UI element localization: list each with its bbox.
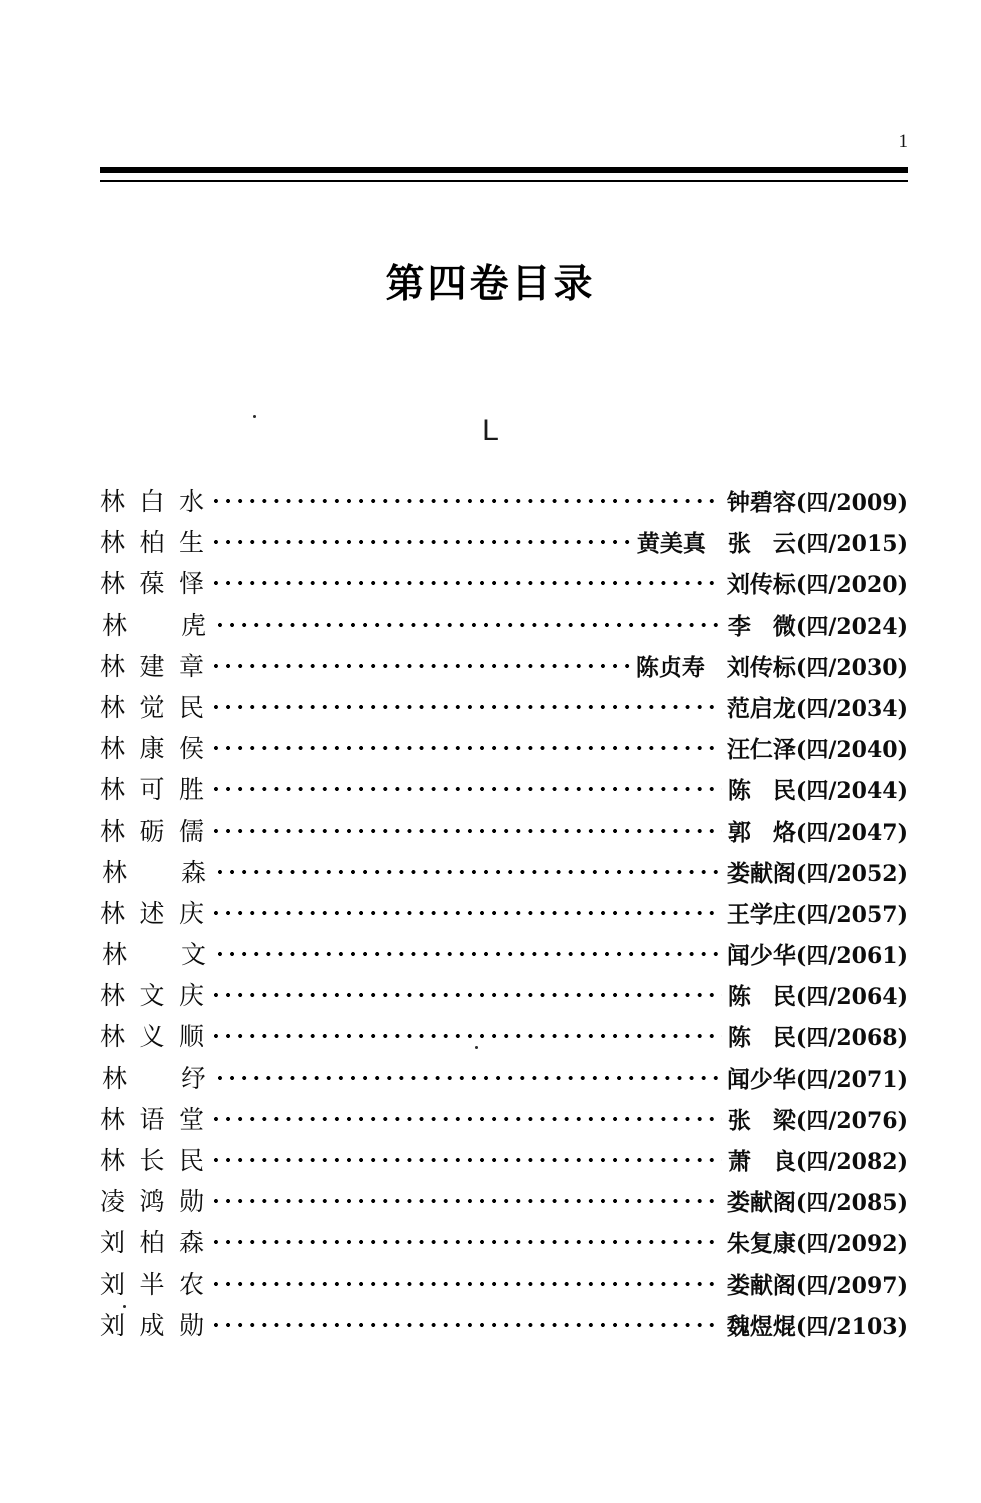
author-name: 闻少华 xyxy=(726,942,796,970)
dot-leader xyxy=(218,937,721,963)
author-name xyxy=(728,1102,796,1135)
dot-leader xyxy=(214,525,631,551)
toc-entry-row[interactable] xyxy=(100,1223,908,1264)
toc-entry-subject[interactable] xyxy=(100,606,208,642)
subject-char: 堂 xyxy=(178,1104,204,1134)
dot-leader xyxy=(214,1102,722,1128)
author-name xyxy=(728,772,796,805)
toc-entry-row[interactable] xyxy=(100,812,908,853)
author-name-part: 陈 xyxy=(727,1024,751,1052)
subject-char: 语 xyxy=(139,1104,165,1134)
toc-entry-subject[interactable] xyxy=(100,812,204,848)
author-name-part: 民 xyxy=(772,777,796,805)
toc-entry-locator: (四/2061) xyxy=(795,943,908,970)
toc-entry-locator: (四/2068) xyxy=(795,1025,908,1052)
toc-entry-locator: (四/2071) xyxy=(795,1066,908,1093)
subject-char: 康 xyxy=(139,734,165,764)
author-name-part: 民 xyxy=(772,983,796,1011)
toc-entry-row[interactable] xyxy=(100,894,908,935)
toc-entry-subject[interactable] xyxy=(100,853,208,889)
subject-char: 庆 xyxy=(178,898,204,928)
toc-entry-row[interactable] xyxy=(100,606,908,647)
toc-entry-authors xyxy=(727,1061,908,1094)
subject-char: 白 xyxy=(139,487,165,516)
author-name xyxy=(728,978,796,1011)
author-name-part: 陈 xyxy=(727,777,751,805)
dot-leader xyxy=(214,1143,722,1169)
dot-leader xyxy=(218,855,721,881)
author-name: 刘传标 xyxy=(726,571,796,599)
subject-char: 凌 xyxy=(100,1187,126,1217)
subject-char: 勋 xyxy=(178,1310,204,1340)
toc-entry-authors xyxy=(728,608,908,641)
author-name xyxy=(728,1143,796,1176)
author-name xyxy=(728,608,796,641)
subject-char: 农 xyxy=(178,1269,204,1299)
subject-char: 侯 xyxy=(178,734,204,764)
subject-char: 林 xyxy=(100,898,126,928)
subject-char: 义 xyxy=(139,1022,165,1052)
dot-leader xyxy=(214,772,722,798)
subject-char: 文 xyxy=(180,940,206,970)
subject-char: 文 xyxy=(139,981,165,1011)
author-name: 闻少华 xyxy=(726,1065,796,1093)
toc-entry-subject[interactable] xyxy=(100,564,204,600)
dot-leader xyxy=(214,1225,721,1251)
toc-entry-row[interactable] xyxy=(100,1182,908,1223)
toc-entry-subject[interactable] xyxy=(100,1306,204,1342)
author-name-part: 良 xyxy=(772,1148,796,1175)
scan-speck xyxy=(123,1305,126,1308)
toc-entry-authors xyxy=(636,649,908,682)
subject-char: 林 xyxy=(100,775,126,805)
subject-char: 林 xyxy=(102,857,128,887)
toc-entry-locator: (四/2030) xyxy=(795,654,908,681)
toc-entry-locator: (四/2040) xyxy=(795,737,908,764)
dot-leader xyxy=(218,608,722,634)
toc-entry-locator: (四/2034) xyxy=(795,695,908,722)
toc-entry-row[interactable] xyxy=(100,1100,908,1141)
toc-entry-row[interactable] xyxy=(100,853,908,894)
toc-entry-row[interactable] xyxy=(100,523,908,564)
toc-entry-authors xyxy=(637,525,908,558)
toc-entry-locator: (四/2085) xyxy=(795,1190,908,1217)
toc-entry-authors xyxy=(728,978,908,1011)
subject-char: 刘 xyxy=(100,1310,126,1340)
author-name: 魏煜焜 xyxy=(726,1312,796,1340)
toc-entry-row[interactable] xyxy=(100,976,908,1017)
toc-entry-row[interactable] xyxy=(100,564,908,605)
toc-entry-locator: (四/2009) xyxy=(795,490,908,516)
author-name xyxy=(728,814,796,847)
author-name: 朱复康 xyxy=(726,1230,796,1258)
toc-entry-locator: (四/2044) xyxy=(795,778,908,805)
page-title: 第四卷目录 xyxy=(385,262,596,307)
subject-char: 成 xyxy=(139,1310,165,1340)
subject-char: 民 xyxy=(178,692,204,722)
toc-entry-authors xyxy=(728,1019,908,1052)
toc-entry-authors xyxy=(727,690,908,723)
author-name: 陈贞寿 xyxy=(635,653,705,681)
author-name-part: 萧 xyxy=(727,1148,751,1175)
scan-speck xyxy=(253,415,256,418)
author-name: 娄献阁 xyxy=(726,1189,796,1217)
author-name: 王学庄 xyxy=(726,900,796,928)
toc-entry-authors xyxy=(728,814,908,847)
dot-leader xyxy=(214,484,721,510)
toc-entry-locator: (四/2015) xyxy=(795,531,908,558)
toc-entry-row[interactable] xyxy=(100,688,908,729)
toc-entry-locator: (四/2076) xyxy=(795,1107,908,1134)
dot-leader xyxy=(214,566,721,592)
subject-char: 砺 xyxy=(139,816,165,846)
scan-speck xyxy=(475,1046,478,1049)
subject-char: 章 xyxy=(178,651,204,681)
author-name-part: 民 xyxy=(772,1024,796,1052)
subject-char: 林 xyxy=(100,1022,126,1052)
table-of-contents-list xyxy=(100,482,908,1347)
dot-leader xyxy=(214,1019,722,1045)
toc-entry-authors xyxy=(727,566,908,599)
dot-leader xyxy=(214,690,721,716)
toc-entry-locator: (四/2092) xyxy=(795,1231,908,1258)
subject-char: 林 xyxy=(100,981,126,1011)
subject-char: 述 xyxy=(139,898,165,928)
toc-entry-row[interactable] xyxy=(100,770,908,811)
toc-entry-subject[interactable] xyxy=(100,894,204,930)
toc-entry-subject[interactable] xyxy=(100,976,204,1012)
page-number: 1 xyxy=(898,131,908,152)
toc-entry-authors xyxy=(727,937,908,970)
toc-entry-authors xyxy=(728,1102,908,1135)
toc-entry-subject[interactable] xyxy=(100,770,204,806)
subject-char: 林 xyxy=(100,734,126,764)
subject-char: 林 xyxy=(100,1104,126,1134)
toc-entry-authors xyxy=(727,1267,908,1300)
dot-leader xyxy=(214,731,721,757)
author-name-part: 郭 xyxy=(727,818,751,846)
subject-char: 生 xyxy=(178,528,204,558)
dot-leader xyxy=(214,1308,721,1334)
author-name-part: 陈 xyxy=(727,983,751,1011)
subject-char: 林 xyxy=(100,569,126,599)
toc-entry-subject[interactable] xyxy=(100,647,204,683)
toc-entry-authors xyxy=(727,896,908,929)
toc-entry-locator: (四/2064) xyxy=(795,984,908,1011)
subject-char: 林 xyxy=(100,1146,126,1175)
author-name-part: 张 xyxy=(727,1106,751,1134)
author-name: 娄献阁 xyxy=(726,1271,796,1299)
dot-leader xyxy=(214,1267,721,1293)
toc-entry-subject[interactable] xyxy=(100,1141,204,1177)
toc-entry-subject[interactable] xyxy=(100,688,204,724)
toc-entry-subject[interactable] xyxy=(100,729,204,765)
author-name-part: 云 xyxy=(772,530,796,558)
toc-entry-locator: (四/2052) xyxy=(795,860,908,887)
toc-entry-subject[interactable] xyxy=(100,1017,204,1053)
author-name: 汪仁泽 xyxy=(726,736,796,764)
toc-entry-subject[interactable] xyxy=(100,1182,204,1218)
subject-char: 半 xyxy=(139,1269,165,1299)
dot-leader xyxy=(214,814,722,840)
dot-leader xyxy=(218,1061,721,1087)
subject-char: 觉 xyxy=(139,692,165,722)
subject-char: 虎 xyxy=(180,610,206,640)
toc-entry-subject[interactable] xyxy=(100,1059,208,1095)
toc-entry-authors xyxy=(727,484,908,517)
subject-char: 儒 xyxy=(178,816,204,846)
subject-char: 林 xyxy=(100,692,126,722)
subject-char: 可 xyxy=(139,775,165,805)
toc-entry-row[interactable] xyxy=(100,1265,908,1306)
toc-entry-row[interactable] xyxy=(100,1059,908,1100)
subject-char: 勋 xyxy=(178,1187,204,1217)
subject-char: 柏 xyxy=(139,528,165,558)
author-name: 钟碧容 xyxy=(726,489,796,516)
subject-char: 林 xyxy=(100,487,126,516)
subject-char: 林 xyxy=(102,610,128,640)
author-name-part: 微 xyxy=(772,612,796,640)
author-name: 范启龙 xyxy=(726,694,796,722)
subject-char: 胜 xyxy=(178,775,204,805)
subject-char: 纾 xyxy=(180,1063,206,1093)
toc-entry-row[interactable] xyxy=(100,1141,908,1182)
toc-entry-row[interactable] xyxy=(100,1306,908,1347)
toc-entry-subject[interactable] xyxy=(100,935,208,971)
author-name-part: 李 xyxy=(727,612,751,640)
toc-entry-locator: (四/2097) xyxy=(795,1272,908,1299)
toc-entry-authors xyxy=(727,1184,908,1217)
author-name-part: 张 xyxy=(727,530,751,558)
subject-char: 民 xyxy=(178,1146,204,1175)
toc-entry-locator: (四/2057) xyxy=(795,901,908,928)
header-rule-thin xyxy=(100,180,908,182)
toc-entry-row[interactable] xyxy=(100,935,908,976)
author-name: 刘传标 xyxy=(726,653,796,681)
toc-entry-locator: (四/2020) xyxy=(795,572,908,599)
toc-entry-subject[interactable] xyxy=(100,1265,204,1301)
toc-entry-authors xyxy=(728,772,908,805)
toc-entry-row[interactable] xyxy=(100,647,908,688)
toc-entry-authors xyxy=(728,1143,908,1176)
author-name xyxy=(728,525,796,558)
subject-char: 顺 xyxy=(178,1022,204,1052)
header-rule-thick xyxy=(100,167,908,173)
toc-entry-locator: (四/2082) xyxy=(795,1149,908,1175)
toc-entry-row[interactable] xyxy=(100,482,908,523)
author-name: 黄美真 xyxy=(636,530,706,558)
subject-char: 葆 xyxy=(139,569,165,599)
toc-entry-authors xyxy=(727,731,908,764)
toc-entry-row[interactable] xyxy=(100,1017,908,1058)
subject-char: 林 xyxy=(100,528,126,558)
dot-leader xyxy=(214,1184,721,1210)
subject-char: 林 xyxy=(100,651,126,681)
dot-leader xyxy=(214,649,630,675)
dot-leader xyxy=(214,896,721,922)
toc-entry-locator: (四/2024) xyxy=(795,613,908,640)
subject-char: 建 xyxy=(139,651,165,681)
dot-leader xyxy=(214,978,722,1004)
subject-char: 水 xyxy=(178,487,204,516)
author-name-part: 梁 xyxy=(772,1106,796,1134)
subject-char: 林 xyxy=(102,1063,128,1093)
author-name xyxy=(728,1019,796,1052)
subject-char: 柏 xyxy=(139,1228,165,1258)
toc-entry-subject[interactable] xyxy=(100,1100,204,1136)
toc-entry-authors xyxy=(727,855,908,888)
subject-char: 森 xyxy=(178,1228,204,1258)
section-letter-heading: L xyxy=(482,414,499,447)
toc-entry-authors xyxy=(727,1225,908,1258)
subject-char: 刘 xyxy=(100,1228,126,1258)
subject-char: 森 xyxy=(180,857,206,887)
toc-entry-locator: (四/2047) xyxy=(795,819,908,846)
subject-char: 怿 xyxy=(178,569,204,599)
subject-char: 刘 xyxy=(100,1269,126,1299)
subject-char: 庆 xyxy=(178,981,204,1011)
toc-entry-subject[interactable] xyxy=(100,523,204,559)
toc-entry-subject[interactable] xyxy=(100,1223,204,1259)
toc-entry-locator: (四/2103) xyxy=(795,1313,908,1340)
subject-char: 鸿 xyxy=(139,1187,165,1217)
subject-char: 长 xyxy=(139,1146,165,1175)
toc-entry-authors xyxy=(727,1308,908,1341)
author-name: 娄献阁 xyxy=(726,859,796,887)
subject-char: 林 xyxy=(100,816,126,846)
author-name-part: 烙 xyxy=(772,818,796,846)
toc-entry-subject[interactable] xyxy=(100,482,204,518)
subject-char: 林 xyxy=(102,940,128,970)
toc-entry-row[interactable] xyxy=(100,729,908,770)
